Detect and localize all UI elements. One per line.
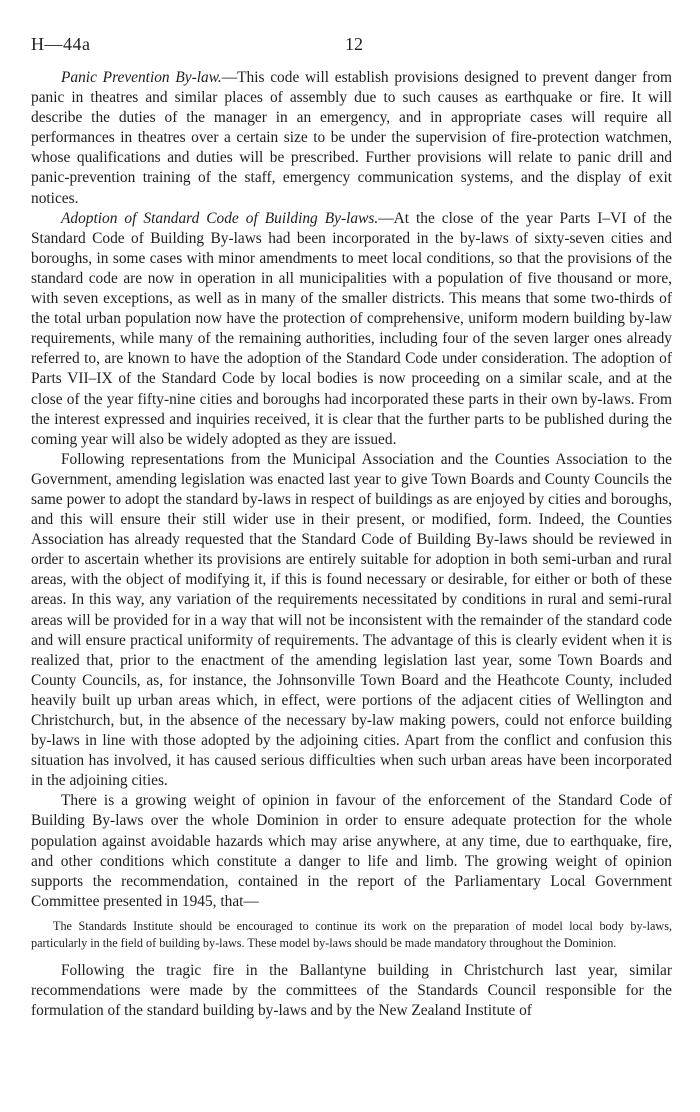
body-text [31,68,672,1021]
paragraph-panic-prevention [31,68,672,209]
paragraph-adoption-standard-code [31,209,672,450]
paragraph-text: —This code will establish provisions designed to prevent danger from panic in theatres and similar places of assembly due to such causes as earthquake or fire. It will describe the duties of the manager in an emergency, and in appropriate cases will require all performances in theatres over a certain size to be under the supervision of fire-protection watchmen, whose qualifications and duties will be prescribed. Further provisions will relate to panic drill and panic-prevention training of the staff, emergency communication systems, and the display of exit notices. [31,69,673,207]
paragraph-heading: Panic Prevention By-law. [61,69,222,86]
document-reference: H—44a [31,34,91,54]
paragraph-ballantyne-fire: Following the tragic fire in the Ballantyne building in Christchurch last year, similar recommendations were made by the committees of the Standards Council responsible for the formulation of the standard building by-laws and by the New Zealand Institute of [31,961,672,1019]
quoted-recommendation: The Standards Institute should be encouraged to continue its work on the preparation of model local body by-laws, particularly in the field of building by-laws. These model by-laws should be made mandatory throughout the Dominion. [31,918,672,950]
document-page [31,30,672,1021]
paragraph-heading: Adoption of Standard Code of Building By-laws. [61,209,379,227]
paragraph-text: There is a growing weight of opinion in favour of the enforcement of the Standard Code of Building By-laws over the whole Dominion in order to ensure adequate protection for the whole population against avoidable hazards which may arise anywhere, at any time, due to earthquake, fire, and other conditions which constitute a danger to life and limb. The growing weight of opinion supports the recommendation, contained in the report of the Parliamentary Local Government Committee presented in 1945, that— [31,792,672,910]
page-header [31,30,672,58]
page-number: 12 [345,34,363,54]
paragraph-representations [31,450,672,792]
paragraph-text: Following representations from the Municipal Association and the Counties Association to the Government, amending legislation was enacted last year to give Town Boards and County Councils the same power to adopt the standard by-laws in respect of buildings as are enjoyed by cities and boroughs, and this will ensure their still wider use in their present, or modified, form. Indeed, the Counties Association has already requested that the Standard Code of Building By-laws should be reviewed in order to ascertain whether its provisions are entirely suitable for adoption in both semi-urban and rural areas, with the object of modifying it, if this is found necessary or desirable, for either or both of these areas. In this way, any variation of the requirements necessitated by conditions in rural and semi-rural areas will be provided for in a way that will not be inconsistent with the remainder of the standard code and will ensure practical uniformity of requirements. The advantage of this is clearly evident when it is realized that, prior to the enactment of the amending legislation last year, some Town Boards and County Councils, as, for instance, the Johnsonville Town Board and the Heathcote County, included heavily built up urban areas which, in effect, were portions of the adjacent cities of Wellington and Christchurch, but, in the absence of the necessary by-law making powers, could not enforce building by-laws in line with those adopted by the adjoining cities. Apart from the conflict and confusion this situation has involved, it has caused serious difficulties when such urban areas have been incorporated in the adjoining cities. [31,450,672,790]
paragraph-growing-opinion [31,791,672,912]
paragraph-text: —At the close of the year Parts I–VI of the Standard Code of Building By-laws had been incorporated in the by-laws of sixty-seven cities and boroughs, in some cases with minor amendments to meet local conditions, so that the provisions of the standard code are now in operation in all municipalities with a population of five thousand or more, with seven exceptions, as well as in many of the smaller districts. This means that some two-thirds of the total urban population now have the protection of comprehensive, uniform modern building by-law requirements, while many of the remaining authorities, including four of the seven larger ones already referred to, are known to have the adoption of the Standard Code under consideration. The adoption of Parts VII–IX of the Standard Code by local bodies is now proceeding on a similar scale, and at the close of the year fifty-nine cities and boroughs had incorporated these parts in their own by-laws. From the interest expressed and inquiries received, it is clear that the further parts to be published during the coming year will also be widely adopted as they are issued. [31,209,672,448]
